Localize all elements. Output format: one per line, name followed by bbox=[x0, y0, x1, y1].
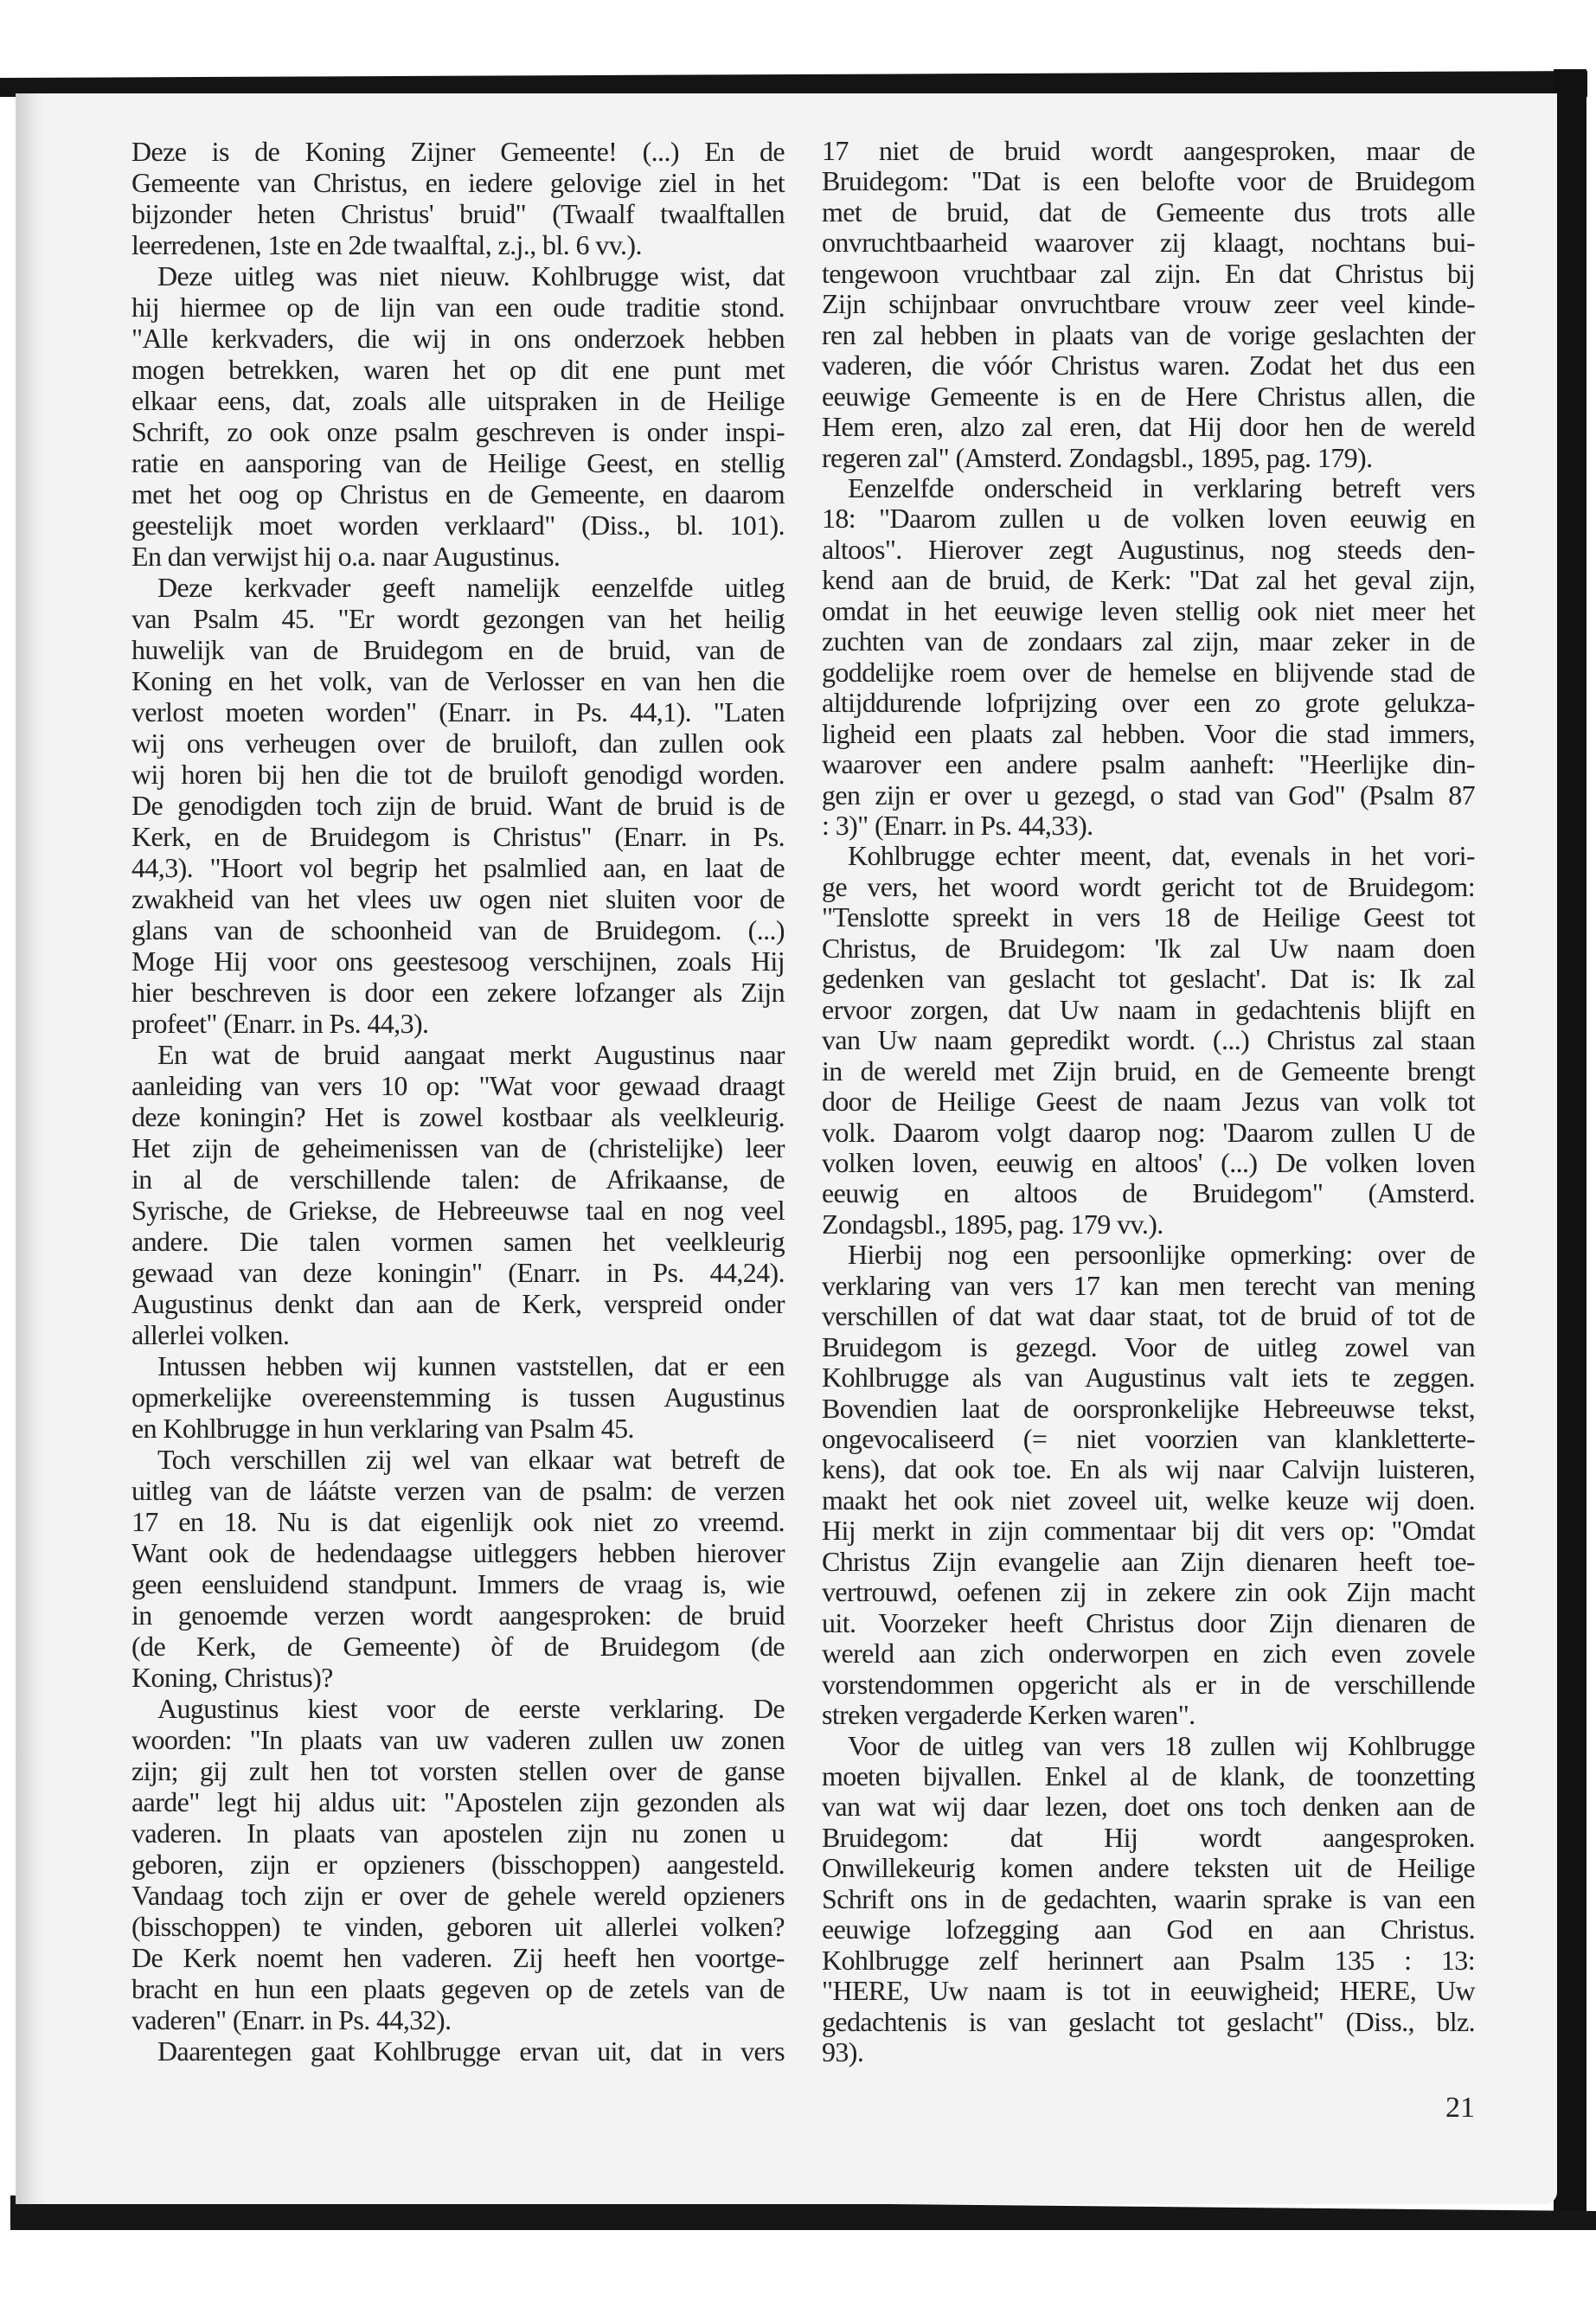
text-line: bijzonder heten Christus' bruid" (Twaalf twaalftallen bbox=[131, 198, 785, 229]
text-line: geestelijk moet worden verklaard" (Diss., bl. 101). bbox=[131, 510, 785, 541]
text-line: Christus Zijn evangelie aan Zijn dienaren heeft toe- bbox=[822, 1545, 1475, 1577]
text-line: wij horen bij hen die tot de bruiloft genodigd worden. bbox=[131, 759, 785, 790]
paragraph bbox=[131, 136, 785, 260]
text-line: hier beschreven is door een zekere lofzanger als Zijn bbox=[131, 977, 785, 1008]
text-line: gen zijn er over u gezegd, o stad van God" (Psalm 87 bbox=[822, 779, 1475, 811]
text-line: in al de verschillende talen: de Afrikaanse, de bbox=[131, 1163, 785, 1195]
text-line: Kohlbrugge als van Augustinus valt iets te zeggen. bbox=[822, 1362, 1475, 1394]
text-line: en Kohlbrugge in hun verklaring van Psalm 45. bbox=[131, 1413, 634, 1444]
text-line: bracht en hun een plaats gegeven op de zetels van de bbox=[131, 1973, 785, 2004]
text-line: Deze is de Koning Zijner Gemeente! (...) En de bbox=[131, 136, 785, 167]
text-line: De Kerk noemt hen vaderen. Zij heeft hen voortge- bbox=[131, 1942, 785, 1973]
text-line: geboren, zijn er opzieners (bisschoppen) aangesteld. bbox=[131, 1849, 785, 1880]
text-line: in de wereld met Zijn bruid, en de Gemeente brengt bbox=[822, 1054, 1475, 1086]
text-line: Hierbij nog een persoonlijke opmerking: over de bbox=[848, 1239, 1475, 1271]
text-line: waarover een andere psalm aanheft: "Heerlijke din- bbox=[822, 748, 1475, 780]
text-line: eeuwig en altoos de Bruidegom" (Amsterd. bbox=[822, 1177, 1475, 1209]
text-line: door de Heilige Geest de naam Jezus van volk tot bbox=[822, 1086, 1475, 1118]
text-line: met de bruid, dat de Gemeente dus trots alle bbox=[822, 195, 1475, 228]
text-line: altoos". Hierover zegt Augustinus, nog steeds den- bbox=[822, 533, 1475, 565]
text-line: Hij merkt in zijn commentaar bij dit vers op: "Omdat bbox=[822, 1515, 1475, 1547]
text-line: vaderen. In plaats van apostelen zijn nu zonen u bbox=[131, 1817, 785, 1849]
text-line: ligheid een plaats zal hebben. Voor die stad immers, bbox=[822, 717, 1475, 749]
text-line: huwelijk van de Bruidegom en de bruid, van de bbox=[131, 634, 785, 665]
text-line: vaderen, die vóór Christus waren. Zodat het dus een bbox=[822, 349, 1475, 381]
text-line: van Uw naam gepredikt wordt. (...) Christus zal staan bbox=[822, 1024, 1475, 1056]
text-line: Moge Hij voor ons geestesoog verschijnen, zoals Hij bbox=[131, 945, 785, 977]
paragraph bbox=[131, 572, 785, 1039]
text-line: ratie en aansporing van de Heilige Geest, en stellig bbox=[131, 447, 785, 478]
text-line: Toch verschillen zij wel van elkaar wat betreft de bbox=[157, 1444, 785, 1475]
text-line: Augustinus denkt dan aan de Kerk, verspreid onder bbox=[131, 1288, 785, 1319]
text-line: volken loven, eeuwig en altoos' (...) De volken loven bbox=[822, 1146, 1475, 1178]
paragraph bbox=[131, 1444, 785, 1693]
text-column-right bbox=[822, 136, 1475, 2068]
text-column-left bbox=[131, 136, 785, 2067]
text-line: Daarentegen gaat Kohlbrugge ervan uit, dat in vers bbox=[157, 2035, 785, 2067]
text-line: Want ook de hedendaagse uitleggers hebben hierover bbox=[131, 1537, 785, 1568]
text-line: uitleg van de láátste verzen van de psalm: de verzen bbox=[131, 1475, 785, 1506]
text-line: kend aan de bruid, de Kerk: "Dat zal het geval zijn, bbox=[822, 564, 1475, 596]
text-line: 17 niet de bruid wordt aangesproken, maar de bbox=[822, 135, 1475, 166]
text-line: "Alle kerkvaders, die wij in ons onderzoek hebben bbox=[131, 323, 785, 354]
text-line: woorden: "In plaats van uw vaderen zullen uw zonen bbox=[131, 1724, 785, 1755]
text-line: Koning, Christus)? bbox=[131, 1662, 333, 1693]
text-line: wereld aan zich onderworpen en zich even zovele bbox=[822, 1638, 1475, 1670]
text-line: Onwillekeurig komen andere teksten uit de Heilige bbox=[822, 1852, 1475, 1884]
text-line: met het oog op Christus en de Gemeente, en daarom bbox=[131, 478, 785, 510]
text-line: De genodigden toch zijn de bruid. Want de bruid is de bbox=[131, 790, 785, 821]
text-line: Bruidegom is gezegd. Voor de uitleg zowel van bbox=[822, 1330, 1475, 1362]
text-line: Christus, de Bruidegom: 'Ik zal Uw naam doen bbox=[822, 932, 1475, 964]
text-line: (bisschoppen) te vinden, geboren uit allerlei volken? bbox=[131, 1911, 785, 1942]
text-line: leerredenen, 1ste en 2de twaalftal, z.j., bl. 6 vv.). bbox=[131, 229, 642, 260]
paragraph bbox=[822, 841, 1475, 1240]
text-line: Kohlbrugge echter meent, dat, evenals in het vori- bbox=[848, 840, 1475, 872]
text-line: Eenzelfde onderscheid in verklaring betreft vers bbox=[848, 471, 1475, 503]
text-line: vorstendommen opgericht als er in de verschillende bbox=[822, 1668, 1475, 1700]
text-line: En wat de bruid aangaat merkt Augustinus naar bbox=[157, 1039, 785, 1070]
text-line: wij ons verheugen over de bruiloft, dan zullen ook bbox=[131, 727, 785, 759]
text-line: Deze kerkvader geeft namelijk eenzelfde uitleg bbox=[157, 572, 785, 603]
paragraph bbox=[822, 473, 1475, 841]
text-line: onvruchtbaarheid waarover zij klaagt, nochtans bui- bbox=[822, 227, 1475, 259]
text-line: streken vergaderde Kerken waren". bbox=[822, 1699, 1195, 1731]
text-line: omdat in het eeuwige leven stellig ook niet meer het bbox=[822, 594, 1475, 626]
text-line: gedenken van geslacht tot geslacht'. Dat is: Ik zal bbox=[822, 963, 1475, 995]
text-line: geen eensluidend standpunt. Immers de vraag is, wie bbox=[131, 1568, 785, 1599]
text-line: hij hiermee op de lijn van een oude traditie stond. bbox=[131, 292, 785, 323]
text-line: Zijn schijnbaar onvruchtbare vrouw zeer veel kinde- bbox=[822, 288, 1475, 320]
text-line: opmerkelijke overeenstemming is tussen Augustinus bbox=[131, 1381, 785, 1413]
text-line: Bovendien laat de oorspronkelijke Hebreeuwse tekst, bbox=[822, 1392, 1475, 1424]
text-line: tengewoon vruchtbaar zal zijn. En dat Christus bij bbox=[822, 257, 1475, 289]
text-line: ge vers, het woord wordt gericht tot de Bruidegom: bbox=[822, 870, 1475, 902]
text-line: volk. Daarom volgt daarop nog: 'Daarom zullen U de bbox=[822, 1116, 1475, 1148]
text-line: aarde" legt hij aldus uit: "Apostelen zijn gezonden als bbox=[131, 1786, 785, 1817]
text-line: Zondagsbl., 1895, pag. 179 vv.). bbox=[822, 1208, 1163, 1240]
text-line: moeten bijvallen. Enkel al de klank, de toonzetting bbox=[822, 1760, 1475, 1792]
text-line: Vandaag toch zijn er over de gehele wereld opzieners bbox=[131, 1880, 785, 1911]
paragraph bbox=[822, 1731, 1475, 2068]
text-line: zuchten van de zondaars zal zijn, maar zeker in de bbox=[822, 625, 1475, 657]
paragraph bbox=[822, 136, 1475, 473]
paragraph bbox=[131, 1693, 785, 2035]
text-line: ervoor zorgen, dat Uw naam in gedachtenis blijft en bbox=[822, 993, 1475, 1025]
text-line: Koning en het volk, van de Verlosser en van hen die bbox=[131, 665, 785, 696]
paragraph bbox=[131, 2035, 785, 2067]
text-line: andere. Die talen vormen samen het veelkleurig bbox=[131, 1226, 785, 1257]
paragraph bbox=[131, 1039, 785, 1350]
text-line: Gemeente van Christus, en iedere gelovige ziel in het bbox=[131, 167, 785, 198]
text-line: ren zal hebben in plaats van de vorige geslachten der bbox=[822, 318, 1475, 350]
text-line: zijn; gij zult hen tot vorsten stellen over de ganse bbox=[131, 1755, 785, 1786]
text-line: "Tenslotte spreekt in vers 18 de Heilige Geest tot bbox=[822, 901, 1475, 933]
text-line: : 3)" (Enarr. in Ps. 44,33). bbox=[822, 809, 1093, 841]
text-line: in genoemde verzen wordt aangesproken: de bruid bbox=[131, 1599, 785, 1631]
text-line: altijddurende lofprijzing over een zo grote gelukza- bbox=[822, 687, 1475, 719]
text-line: goddelijke roem over de hemelse en blijvende stad de bbox=[822, 656, 1475, 688]
text-line: Intussen hebben wij kunnen vaststellen, dat er een bbox=[157, 1350, 785, 1381]
text-line: vaderen" (Enarr. in Ps. 44,32). bbox=[131, 2004, 452, 2035]
text-line: van wat wij daar lezen, doet ons toch denken aan de bbox=[822, 1791, 1475, 1823]
text-line: uit. Voorzeker heeft Christus door Zijn dienaren de bbox=[822, 1606, 1475, 1638]
text-line: 17 en 18. Nu is dat eigenlijk ook niet zo vreemd. bbox=[131, 1506, 785, 1537]
text-line: Bruidegom: dat Hij wordt aangesproken. bbox=[822, 1821, 1475, 1853]
text-line: regeren zal" (Amsterd. Zondagsbl., 1895, pag. 179). bbox=[822, 441, 1373, 473]
text-line: elkaar eens, dat, zoals alle uitspraken in de Heilige bbox=[131, 385, 785, 416]
text-line: ongevocaliseerd (= niet voorzien van klankletterte- bbox=[822, 1423, 1475, 1455]
paragraph bbox=[822, 1240, 1475, 1730]
text-line: Kerk, en de Bruidegom is Christus" (Enarr. in Ps. bbox=[131, 821, 785, 852]
text-line: van Psalm 45. "Er wordt gezongen van het heilig bbox=[131, 603, 785, 634]
text-line: 18: "Daarom zullen u de volken loven eeuwig en bbox=[822, 503, 1475, 535]
text-line: (de Kerk, de Gemeente) òf de Bruidegom (de bbox=[131, 1631, 785, 1662]
text-line: aanleiding van vers 10 op: "Wat voor gewaad draagt bbox=[131, 1070, 785, 1101]
text-line: En dan verwijst hij o.a. naar Augustinus. bbox=[131, 541, 561, 572]
text-line: kens), dat ook toe. En als wij naar Calvijn luisteren, bbox=[822, 1453, 1475, 1485]
text-line: Voor de uitleg van vers 18 zullen wij Kohlbrugge bbox=[848, 1729, 1475, 1761]
text-line: 44,3). "Hoort vol begrip het psalmlied aan, en laat de bbox=[131, 852, 785, 883]
paragraph bbox=[131, 260, 785, 572]
text-line: Deze uitleg was niet nieuw. Kohlbrugge wist, dat bbox=[157, 260, 785, 292]
text-line: Schrift ons in de gedachten, waarin sprake is van een bbox=[822, 1882, 1475, 1914]
text-line: Syrische, de Griekse, de Hebreeuwse taal en nog veel bbox=[131, 1195, 785, 1226]
text-line: Schrift, zo ook onze psalm geschreven is onder inspi- bbox=[131, 416, 785, 447]
paragraph bbox=[131, 1350, 785, 1444]
text-line: profeet" (Enarr. in Ps. 44,3). bbox=[131, 1008, 429, 1039]
text-line: "HERE, Uw naam is tot in eeuwigheid; HERE, Uw bbox=[822, 1975, 1475, 2007]
text-line: allerlei volken. bbox=[131, 1319, 290, 1350]
text-line: Het zijn de geheimenissen van de (christelijke) leer bbox=[131, 1132, 785, 1163]
text-line: Hem eren, alzo zal eren, dat Hij door hen de wereld bbox=[822, 411, 1475, 443]
page-binding-edge bbox=[16, 93, 45, 2204]
page-number: 21 bbox=[1445, 2092, 1475, 2124]
scan-border-right bbox=[1554, 69, 1586, 2227]
text-line: verlost moeten worden" (Enarr. in Ps. 44,1). "Laten bbox=[131, 696, 785, 727]
text-line: 93). bbox=[822, 2036, 864, 2068]
text-line: Bruidegom: "Dat is een belofte voor de Bruidegom bbox=[822, 165, 1475, 197]
text-line: eeuwige lofzegging aan God en aan Christus. bbox=[822, 1913, 1475, 1945]
text-line: mogen betrekken, waren het op dit ene punt met bbox=[131, 354, 785, 385]
text-line: zwakheid van het vlees uw ogen niet sluiten voor de bbox=[131, 883, 785, 914]
text-line: vertrouwd, oefenen zij in zekere zin ook Zijn macht bbox=[822, 1576, 1475, 1608]
text-line: maakt het ook niet zoveel uit, welke keuze wij doen. bbox=[822, 1484, 1475, 1516]
text-line: deze koningin? Het is zowel kostbaar als veelkleurig. bbox=[131, 1101, 785, 1132]
text-line: glans van de schoonheid van de Bruidegom. (...) bbox=[131, 914, 785, 945]
text-line: verschillen of dat wat daar staat, tot de bruid of tot de bbox=[822, 1300, 1475, 1332]
text-line: eeuwige Gemeente is en de Here Christus allen, die bbox=[822, 380, 1475, 412]
text-line: Kohlbrugge zelf herinnert aan Psalm 135 : 13: bbox=[822, 1944, 1475, 1976]
text-line: gewaad van deze koningin" (Enarr. in Ps. 44,24). bbox=[131, 1257, 785, 1288]
text-line: gedachtenis is van geslacht tot geslacht" (Diss., blz. bbox=[822, 2005, 1475, 2037]
text-line: Augustinus kiest voor de eerste verklaring. De bbox=[157, 1693, 785, 1724]
text-line: verklaring van vers 17 kan men terecht van mening bbox=[822, 1269, 1475, 1301]
